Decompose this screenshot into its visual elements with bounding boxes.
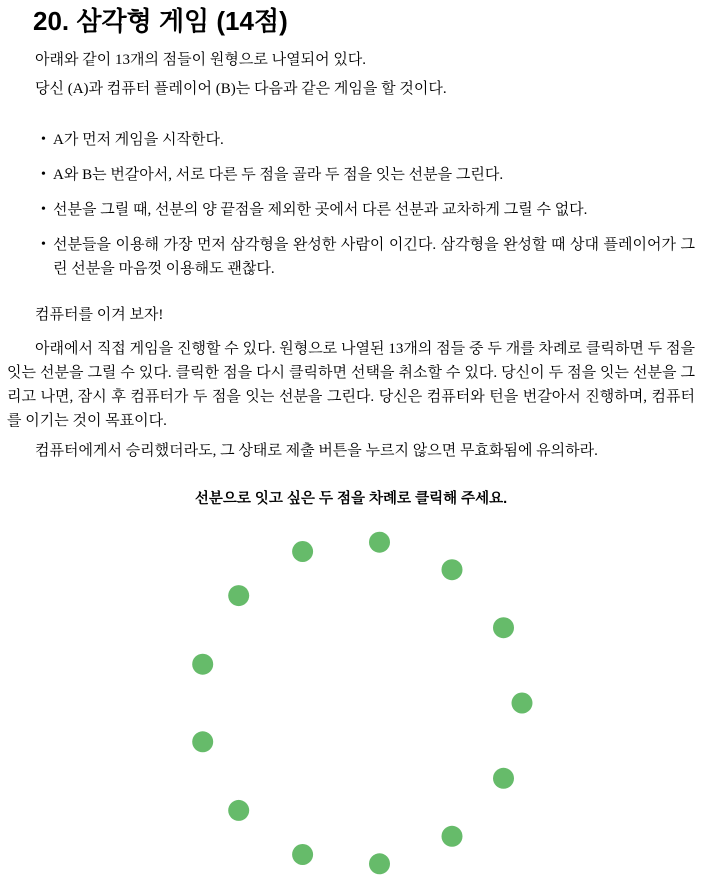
rules-list bbox=[0, 128, 695, 281]
rule-item-4: • 선분들을 이용해 가장 먼저 삼각형을 완성한 사람이 이긴다. 삼각형을 완성할 때 상대 플레이어가 그린 선분을 마음껏 이용해도 괜찮다. bbox=[53, 233, 695, 281]
game-dot-2[interactable] bbox=[442, 559, 463, 580]
game-dot-4[interactable] bbox=[512, 693, 533, 714]
game-dot-7[interactable] bbox=[369, 853, 390, 874]
game-dot-12[interactable] bbox=[228, 585, 249, 606]
game-dot-6[interactable] bbox=[442, 826, 463, 847]
intro-line-1: 아래와 같이 13개의 점들이 원형으로 나열되어 있다. bbox=[35, 52, 367, 68]
game-instruction: 선분으로 잇고 싶은 두 점을 차례로 클릭해 주세요. bbox=[194, 491, 508, 507]
warning-text: 컴퓨터에게서 승리했더라도, 그 상태로 제출 버튼을 누르지 않으면 무효화됨에 유의하라. bbox=[35, 443, 598, 459]
intro-line-2: 당신 (A)과 컴퓨터 플레이어 (B)는 다음과 같은 게임을 할 것이다. bbox=[35, 81, 447, 97]
game-dot-11[interactable] bbox=[192, 654, 213, 675]
challenge-text: 컴퓨터를 이겨 보자! bbox=[35, 307, 164, 323]
rule-item-2: • A와 B는 번갈아서, 서로 다른 두 점을 골라 두 점을 잇는 선분을 그린다. bbox=[53, 163, 695, 187]
game-board bbox=[0, 515, 702, 887]
rule-item-3: • 선분을 그릴 때, 선분의 양 끝점을 제외한 곳에서 다른 선분과 교차하게 그릴 수 없다. bbox=[53, 198, 695, 222]
game-dot-10[interactable] bbox=[192, 731, 213, 752]
page-title: 20. 삼각형 게임 (14점) bbox=[33, 6, 288, 36]
game-dot-9[interactable] bbox=[228, 800, 249, 821]
game-dot-13[interactable] bbox=[292, 541, 313, 562]
game-dot-1[interactable] bbox=[369, 532, 390, 553]
game-dot-5[interactable] bbox=[493, 768, 514, 789]
game-dot-3[interactable] bbox=[493, 617, 514, 638]
game-dot-8[interactable] bbox=[292, 844, 313, 865]
problem-page bbox=[0, 6, 702, 887]
rule-item-1: • A가 먼저 게임을 시작한다. bbox=[53, 128, 695, 152]
howto-text: 아래에서 직접 게임을 진행할 수 있다. 원형으로 나열된 13개의 점들 중 두 개를 차례로 클릭하면 두 점을 잇는 선분을 그릴 수 있다. 클릭한 점을 다시 클릭하면 선택을 취소할 수 있다. 당신이 두 점을 잇는 선분을 그리고 나면, 잠시 후 컴퓨터가 두 점을 잇는 선분을 그린다. 당신은 컴퓨터와 턴을 번갈아서 진행하며, 컴퓨터를 이기는 것이 목표이다. bbox=[7, 341, 695, 429]
